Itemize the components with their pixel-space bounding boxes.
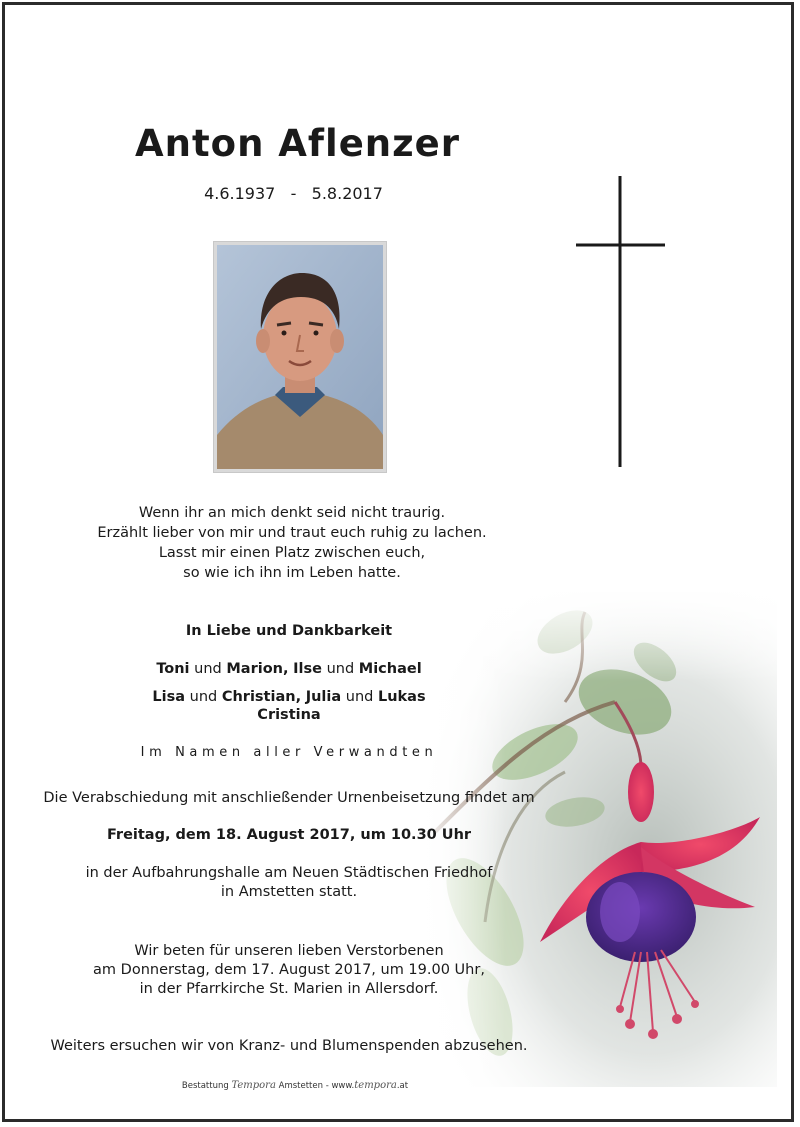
death-date: 5.8.2017 — [311, 184, 383, 203]
farewell-intro: Die Verabschiedung mit anschließender Urnenbeisetzung findet am — [43, 790, 535, 806]
funeral-home-logo: Tempora — [231, 1080, 276, 1091]
date-separator: - — [290, 184, 297, 203]
prayer-line: in der Pfarrkirche St. Marien in Allersdorf. — [139, 981, 439, 997]
prayer-line: Wir beten für unseren lieben Verstorbenen — [134, 943, 444, 959]
farewell-place-2: in Amstetten statt. — [220, 884, 358, 900]
poem-line: so wie ich ihn im Leben hatte. — [183, 565, 401, 581]
life-dates — [0, 184, 587, 203]
poem-line: Wenn ihr an mich denkt seid nicht traurig. — [138, 505, 446, 521]
cross-icon — [576, 176, 666, 468]
relatives-line: Im Namen aller Verwandten — [140, 745, 438, 760]
donation-request: Weiters ersuchen wir von Kranz- und Blumenspenden abzusehen. — [50, 1038, 528, 1054]
family-line-1: Toni und Marion, Ilse und Michael — [156, 661, 422, 677]
poem-line: Lasst mir einen Platz zwischen euch, — [158, 545, 426, 561]
farewell-date: Freitag, dem 18. August 2017, um 10.30 Uhr — [106, 827, 472, 843]
dedication: In Liebe und Dankbarkeit — [185, 623, 393, 639]
birth-date: 4.6.1937 — [204, 184, 276, 203]
deceased-name: Anton Aflenzer — [134, 122, 461, 165]
family-line-3: Cristina — [257, 707, 321, 723]
portrait-photo — [214, 242, 386, 472]
poem-line: Erzählt lieber von mir und traut euch ruhig zu lachen. — [97, 525, 487, 541]
family-line-2: Lisa und Christian, Julia und Lukas — [152, 689, 426, 705]
farewell-place-1: in der Aufbahrungshalle am Neuen Städtischen Friedhof — [85, 865, 493, 881]
memorial-poem — [0, 503, 584, 583]
prayer-line: am Donnerstag, dem 17. August 2017, um 19.00 Uhr, — [93, 962, 485, 978]
funeral-home-footer: Bestattung Tempora Amstetten - www.tempora.at — [181, 1080, 409, 1091]
